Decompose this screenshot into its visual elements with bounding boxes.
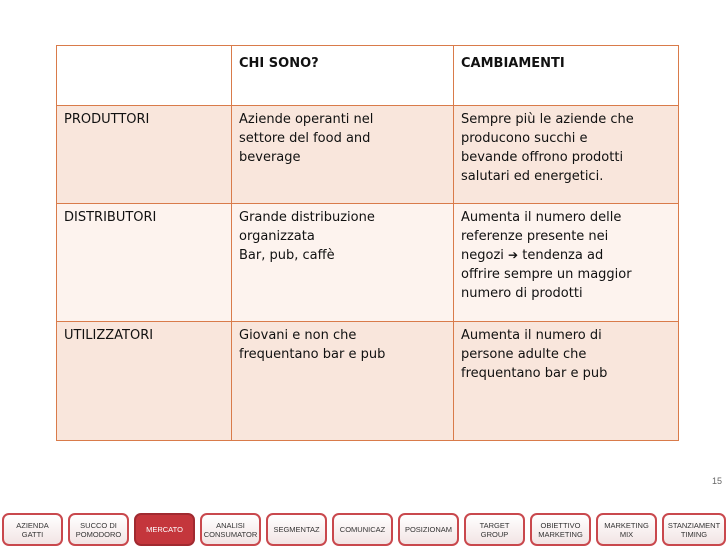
cell-cambiamenti: Sempre più le aziende che producono succhi e bevande offrono prodotti salutari ed energetici. — [454, 106, 679, 204]
row-label: UTILIZZATORI — [57, 322, 232, 441]
nav-button-mercato[interactable]: MERCATO — [134, 513, 195, 546]
slide-number: 15 — [712, 476, 723, 486]
nav-button-target-group[interactable]: TARGET GROUP — [464, 513, 525, 546]
nav-button-azienda-gatti[interactable]: AZIENDA GATTI — [2, 513, 63, 546]
nav-button-stanziament-timing[interactable]: STANZIAMENT TIMING — [662, 513, 726, 546]
comparison-table — [56, 45, 679, 441]
row-label: DISTRIBUTORI — [57, 204, 232, 322]
navigation-bar — [0, 510, 728, 546]
nav-button-posizionam[interactable]: POSIZIONAM — [398, 513, 459, 546]
cell-cambiamenti: Aumenta il numero delle referenze presente nei negozi ➔ tendenza ad offrire sempre un maggior numero di prodotti — [454, 204, 679, 322]
table-row-distributori — [57, 204, 679, 322]
nav-button-comunicaz[interactable]: COMUNICAZ — [332, 513, 393, 546]
cell-chi-sono: Aziende operanti nel settore del food and beverage — [232, 106, 454, 204]
table-row-produttori — [57, 106, 679, 204]
row-label: PRODUTTORI — [57, 106, 232, 204]
nav-button-segmentaz[interactable]: SEGMENTAZ — [266, 513, 327, 546]
header-cell-cambiamenti: CAMBIAMENTI — [454, 46, 679, 106]
nav-button-obiettivo-marketing[interactable]: OBIETTIVO MARKETING — [530, 513, 591, 546]
header-cell-chi-sono: CHI SONO? — [232, 46, 454, 106]
table-header-row — [57, 46, 679, 106]
header-cell-empty — [57, 46, 232, 106]
nav-button-marketing-mix[interactable]: MARKETING MIX — [596, 513, 657, 546]
cell-cambiamenti: Aumenta il numero di persone adulte che frequentano bar e pub — [454, 322, 679, 441]
nav-button-analisi-consumator[interactable]: ANALISI CONSUMATOR — [200, 513, 261, 546]
right-arrow-icon: ➔ — [508, 248, 519, 262]
cell-chi-sono: Grande distribuzione organizzata Bar, pub, caffè — [232, 204, 454, 322]
table-row-utilizzatori — [57, 322, 679, 441]
cell-chi-sono: Giovani e non che frequentano bar e pub — [232, 322, 454, 441]
nav-button-succo-di-pomodoro[interactable]: SUCCO DI POMODORO — [68, 513, 129, 546]
